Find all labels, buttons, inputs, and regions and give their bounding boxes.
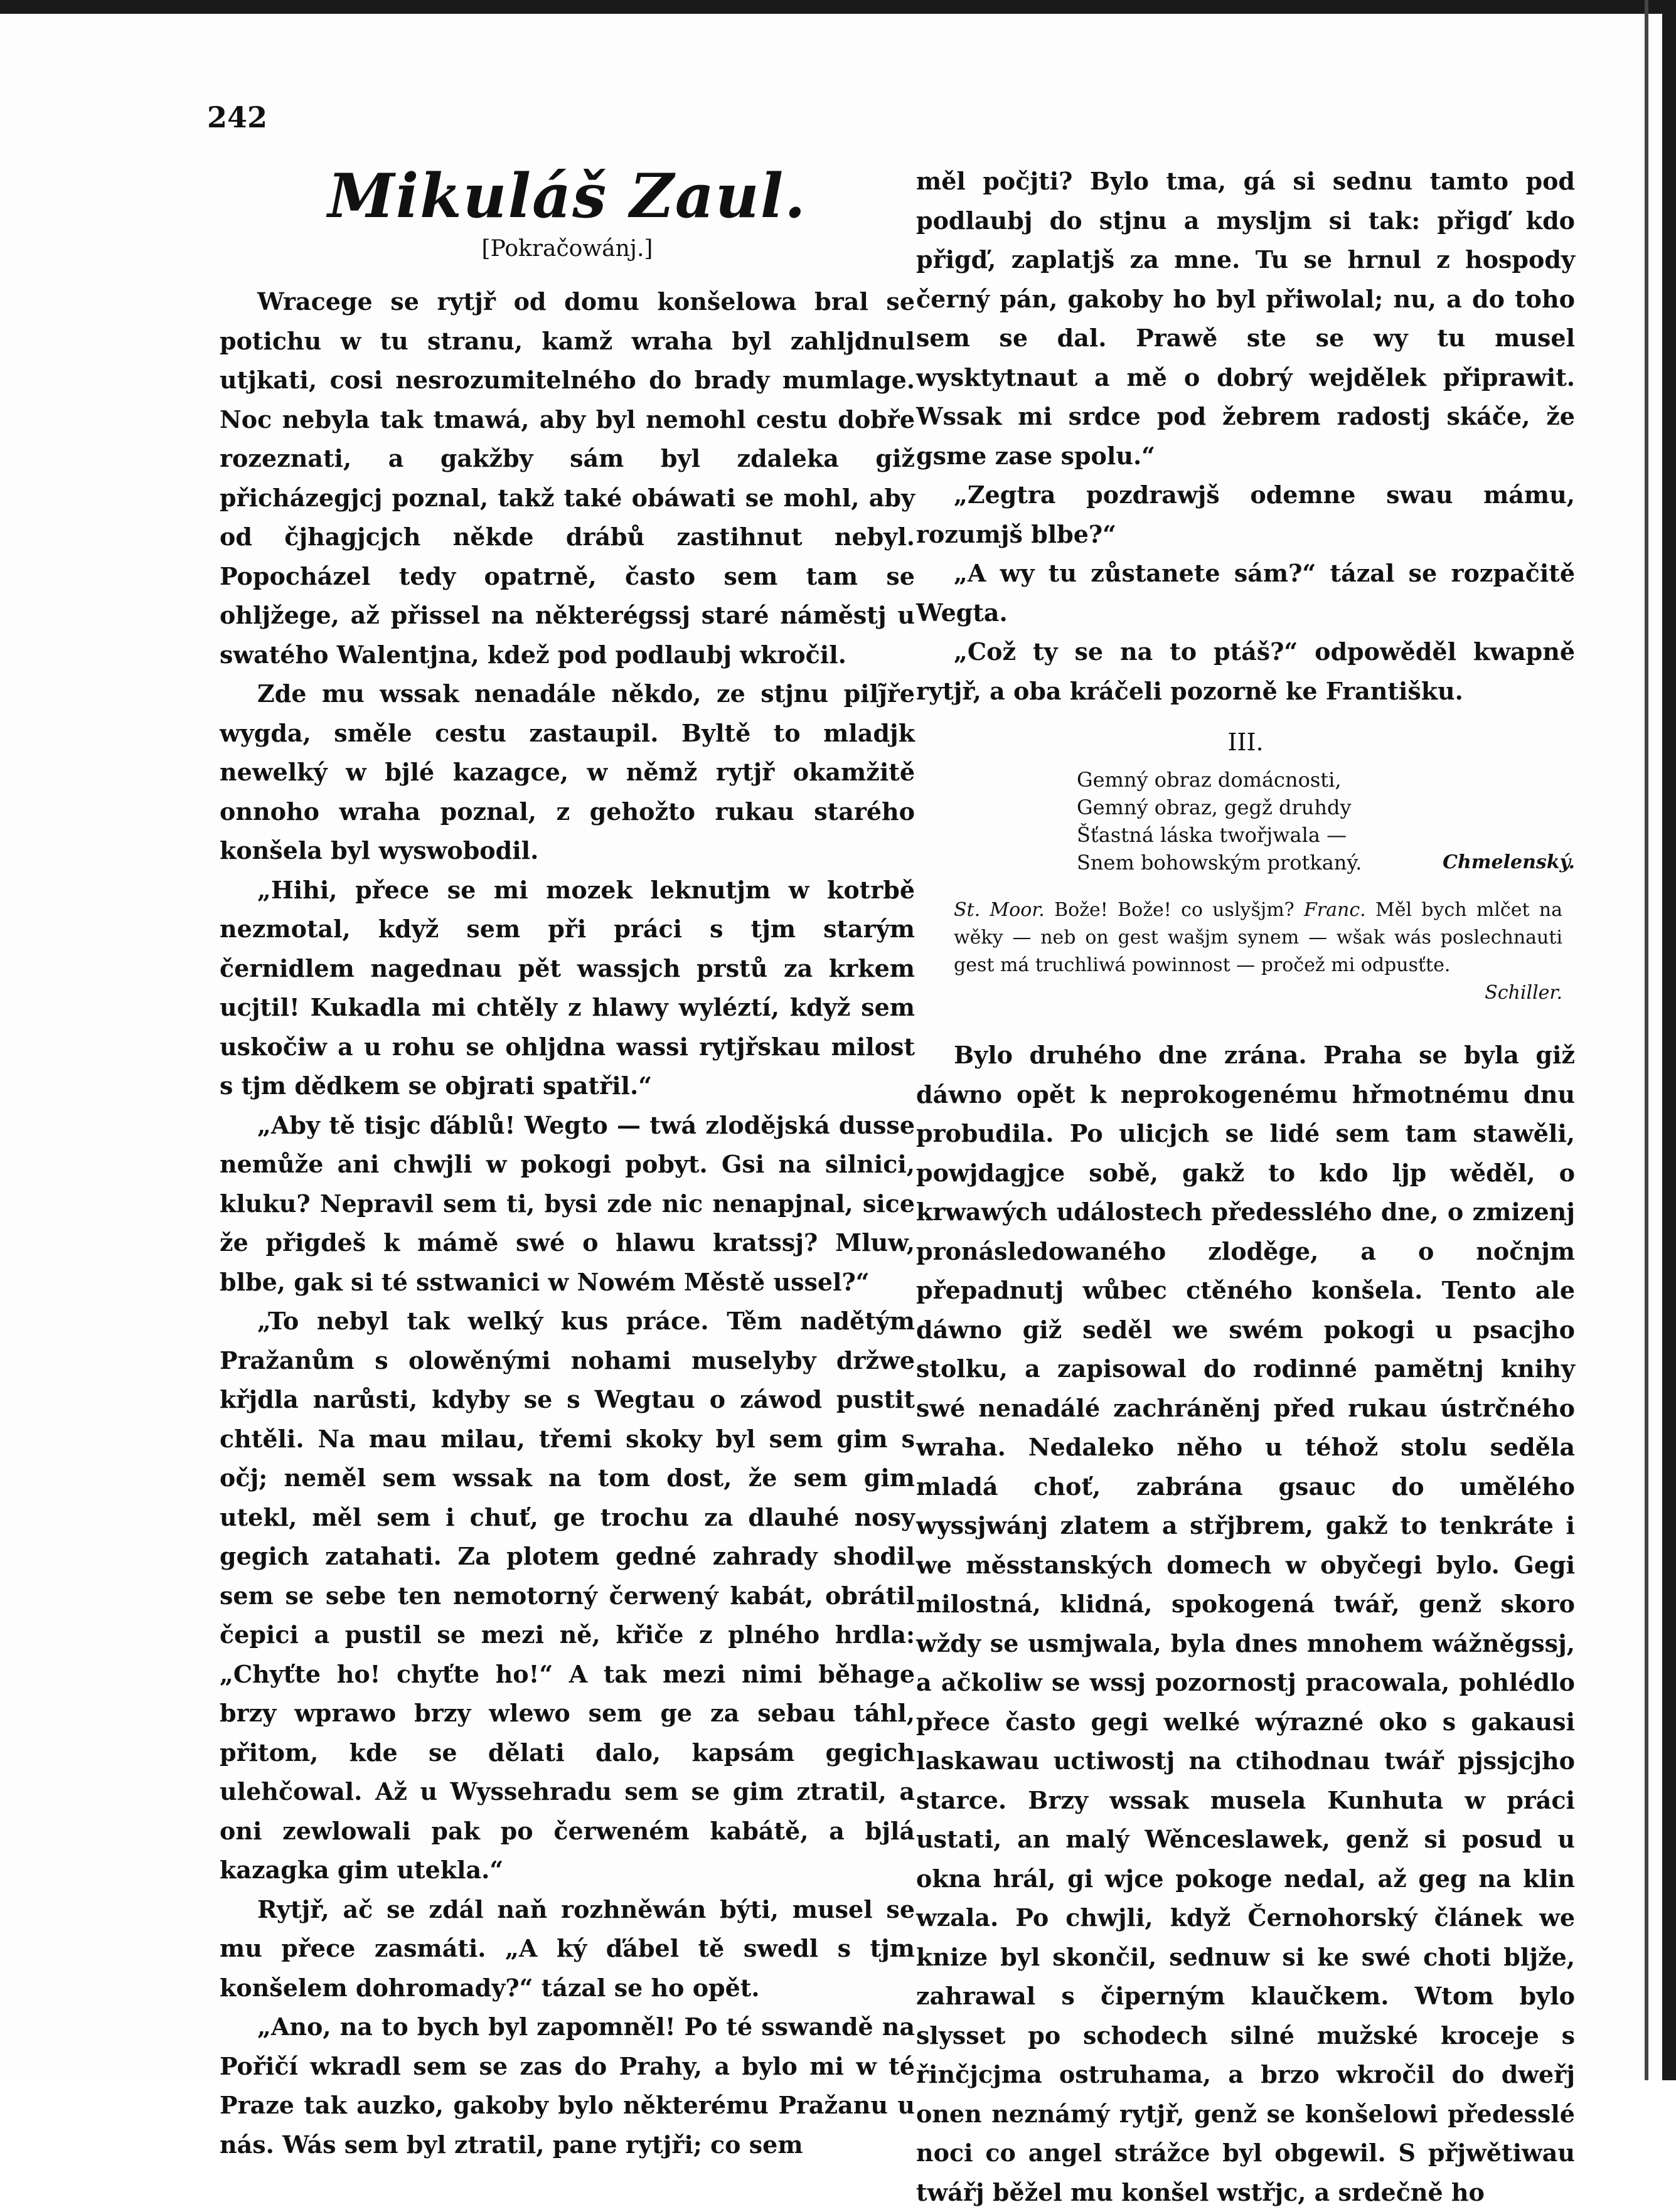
epigraph: [954, 896, 1562, 1007]
poem-line: Snem bohowským protkaný.: [1077, 851, 1362, 875]
epigraph-author: Schiller.: [1485, 982, 1562, 1004]
paragraph: Bylo druhého dne zrána. Praha se byla giž dáwno opět k neprokogenému hřmotnému dnu probudila. Po ulicjch se lidé sem tam stawěli, powjdagjce sobě, gakž to kdo ljp wěděl, o krwawých událostech předesslého dne, o zmizenj pronásledowaného zloděge, a o nočnjm přepadnutj wůbec ctěného konšela. Tento ale dáwno giž seděl we swém pokogi u psacjho stolku, a zapisowal do rodinné pamětnj knihy swé nenadálé zachráněnj před rukau ústrčného wraha. Nedaleko něho u téhož stolu seděla mladá choť, zabrána gsauc do umělého wyssjwánj zlatem a střjbrem, gakž to tenkráte i we měsstanských domech w obyčegi bylo. Gegi milostná, klidná, spokogená twář, genž skoro wždy se usmjwala, byla dnes mnohem wážněgssj, a ačkoliw se wssj pozornostj pracowala, pohlédlo přece často gegi welké wýrazné oko s gakausi laskawau uctiwostj na ctihodnau twář pjssjcjho starce. Brzy wssak musela Kunhuta w práci ustati, an malý Wěnceslawek, genž si posud u okna hrál, gi wjce pokoge nedal, až geg na klin wzala. Po chwjli, když Černohorský článek we knize byl skončil, sednuw si ke swé choti bljže, zahrawal s čiperným klaučkem. Wtom bylo slysset po schodech silné mužské kroceje s řinčjcjma ostruhama, a brzo wkročil do dweřj onen neznámý rytjř, genž se konšelowi předesslé noci co angel strážce byl obgewil. S přjwětiwau twářj běžel mu konšel wstřjc, a srdečně ho: [916, 1041, 1575, 2206]
article-subtitle: [Pokračowánj.]: [481, 236, 653, 262]
paragraph: „Což ty se na to ptáš?“ odpowěděl kwapně rytjř, a oba kráčeli pozorně ke Františku.: [916, 637, 1575, 705]
epigraph-text: Měl bych mlčet na wěky — neb on gest wašjm synem — wšak wás poslechnauti gest má truchliwá powinnost — pročež mi odpusťte.: [954, 899, 1562, 976]
left-column: [220, 162, 915, 2164]
paragraph: Rytjř, ač se zdál naň rozhněwán býti, musel se mu přece zasmáti. „A ký ďábel tě swedl s tjm konšelem dohromady?“ tázal se ho opět.: [220, 1895, 915, 2002]
paragraph: „Ano, na to bych byl zapomněl! Po té sswandě na Pořičí wkradl sem se zas do Prahy, a bylo mi w té Praze tak auzko, gakoby bylo některému Pražanu u nás. Wás sem byl ztratil, pane rytjři; co sem: [220, 2013, 915, 2159]
paragraph: „To nebyl tak welký kus práce. Těm nadětým Pražanům s olowěnými nohami muselyby držwe křjdla narůsti, kdyby se s Wegtau o záwod pustit chtěli. Na mau milau, třemi skoky byl sem gim s očj; neměl sem wssak na tom dost, že sem gim utekl, měl sem i chuť, ge trochu za dlauhé nosy gegich zatahati. Za plotem gedné zahrady shodil sem se sebe ten nemotorný čerwený kabát, obrátil čepici a pustil se mezi ně, křiče z plného hrdla: „Chyťte ho! chyťte ho!“ A tak mezi nimi běhage brzy wprawo brzy wlewo sem ge za sebau táhl, přitom, kde se dělati dalo, kapsám gegich ulehčowal. Až u Wyssehradu sem se gim ztratil, a oni zewlowali pak po čerweném kabátě, a bjlá kazagka gim utekla.“: [220, 1307, 915, 1884]
poem: [1077, 766, 1575, 876]
poem-author: Chmelenský.: [1443, 851, 1575, 873]
paragraph: „Zegtra pozdrawjš odemne swau mámu, rozumjš blbe?“: [916, 481, 1575, 548]
scan-edge-right: [1662, 0, 1676, 2080]
scan-edge-top: [0, 0, 1676, 14]
poem-line: Gemný obraz, gegž druhdy: [1077, 795, 1352, 819]
paragraph: Wracege se rytjř od domu konšelowa bral se potichu w tu stranu, kamž wraha byl zahljdnul utjkati, cosi nesrozumitelného do brady mumlage. Noc nebyla tak tmawá, aby byl nemohl cestu dobře rozeznati, a gakžby sám byl zdaleka giž přicházegjcj poznal, takž také obáwati se mohl, aby od čjhagjcjch někde drábů zastihnut nebyl. Popocházel tedy opatrně, často sem tam se ohljžege, až přissel na některégssj staré náměstj u swatého Walentjna, kdež pod podlaubj wkročil.: [220, 287, 915, 669]
poem-line: Šťastná láska twořjwala —: [1077, 823, 1347, 847]
paragraph: „Hihi, přece se mi mozek leknutjm w kotrbě nezmotal, když sem při práci s tjm starým černidlem nagednau pět wassjch prstů za krkem ucjtil! Kukadla mi chtěly z hlawy wyléztí, když sem uskočiw a u rohu se ohljdna wassi rytjřskau milost s tjm dědkem se objrati spatřil.“: [220, 875, 915, 1100]
page-number: 242: [207, 100, 268, 134]
right-column: [916, 162, 1575, 2212]
poem-line: Gemný obraz domácnosti,: [1077, 768, 1342, 792]
article-title: Mikuláš Zaul.: [328, 161, 807, 231]
paragraph: Zde mu wssak nenadále někdo, ze stjnu pilj̃ře wygda, směle cestu zastaupil. Byltě to mladjk newelký w bjlé kazagce, w němž rytjř okamžitě onnoho wraha poznal, z gehožto rukau starého konšela byl wyswobodil.: [220, 679, 915, 864]
paragraph: „A wy tu zůstanete sám?“ tázal se rozpačitě Wegta.: [916, 559, 1575, 627]
paragraph: měl počjti? Bylo tma, gá si sednu tamto pod podlaubj do stjnu a mysljm si tak: přigď kdo přigď, zaplatjš za mne. Tu se hrnul z hospody černý pán, gakoby ho byl přiwolal; nu, a do toho sem se dal. Prawě ste se wy tu musel wysktytnaut a mě o dobrý wejdělek připrawit. Wssak mi srdce pod žebrem radostj skáče, že gsme zase spolu.“: [916, 167, 1575, 470]
section-heading: III.: [1227, 728, 1264, 756]
paragraph: „Aby tě tisjc ďáblů! Wegto — twá zlodějská dusse nemůže ani chwjli w pokogi pobyt. Gsi na silnici, kluku? Nepravil sem ti, bysi zde nic nenapjnal, sice že přigdeš k mámě swé o hlawu kratssj? Mluw, blbe, gak si té sstwanici w Nowém Městě ussel?“: [220, 1110, 915, 1296]
scan-edge-line: [1645, 0, 1648, 2080]
epigraph-speaker: Franc.: [1304, 899, 1366, 921]
epigraph-speaker: St. Moor.: [954, 899, 1045, 921]
epigraph-text: Bože! Bože! co uslyšjm?: [1044, 899, 1304, 921]
